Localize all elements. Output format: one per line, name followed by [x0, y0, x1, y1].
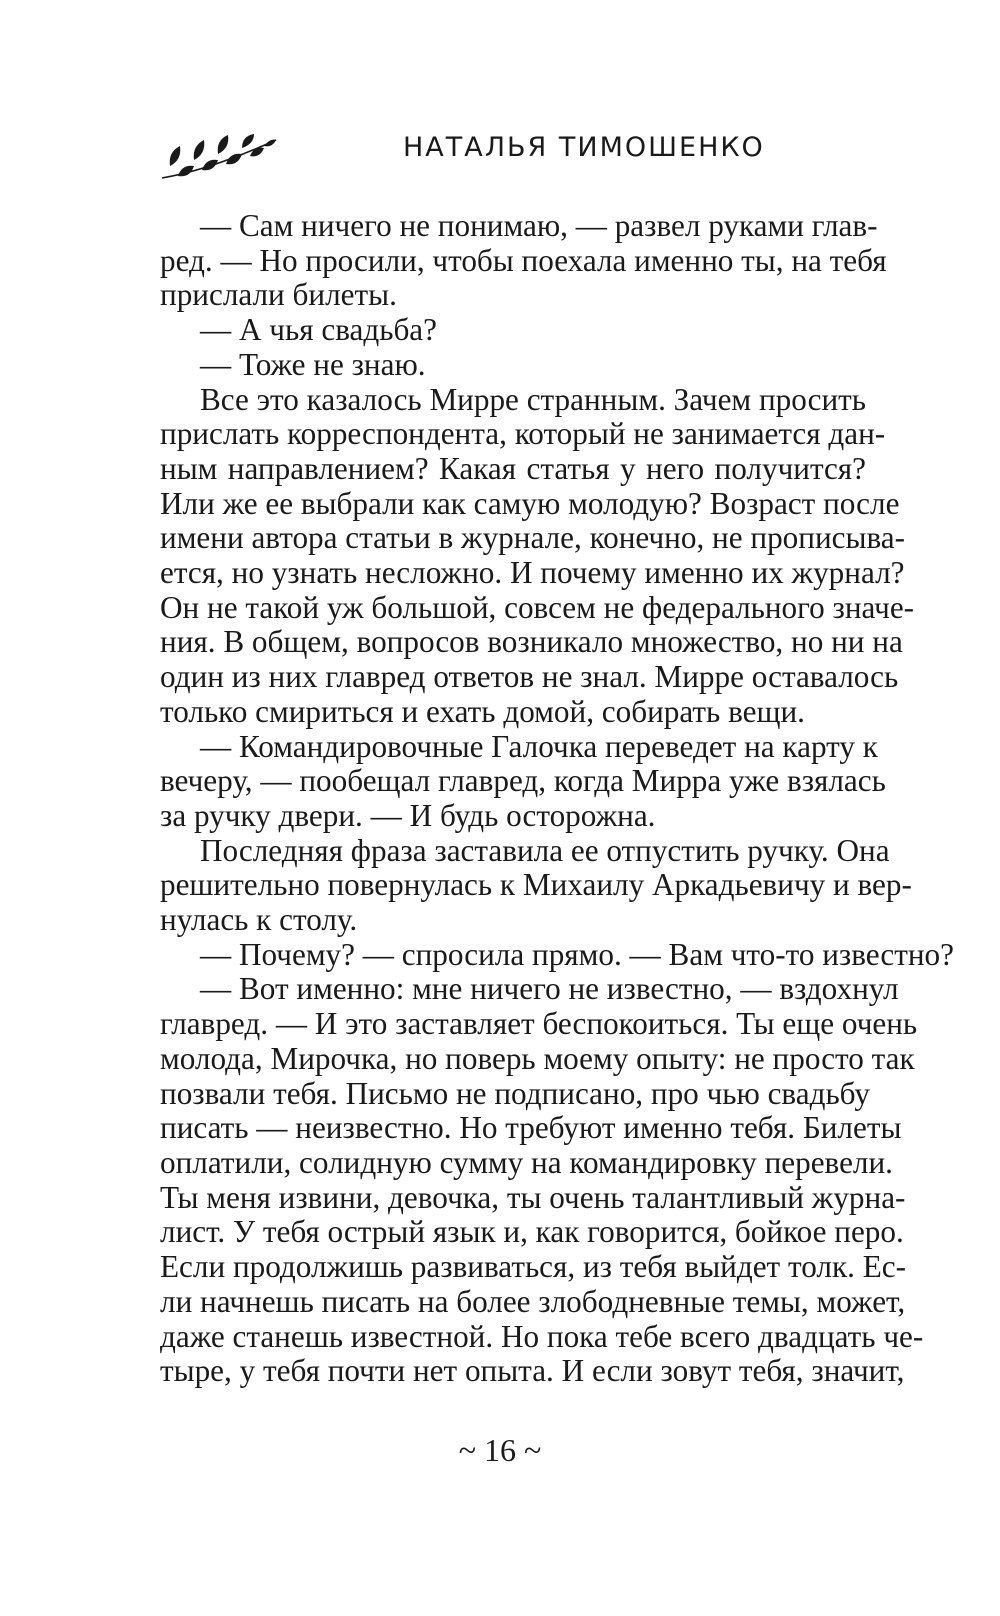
text-line: вечеру, — пообещал главред, когда Мирра уже взялась: [160, 763, 886, 799]
leaf-branch-icon: [160, 134, 278, 182]
text-line: Он не такой уж большой, совсем не федерального значе-: [160, 589, 915, 625]
body-text: [160, 208, 954, 1389]
text-line: Последняя фраза заставила ее отпустить ручку. Она: [200, 832, 890, 868]
text-line: нулась к столу.: [160, 902, 358, 938]
text-line: писать — неизвестно. Но требуют именно тебя. Билеты: [160, 1110, 902, 1146]
text-line: — А чья свадьба?: [200, 312, 437, 348]
running-header: [160, 122, 880, 182]
text-line: Все это казалось Мирре странным. Зачем просить: [200, 381, 866, 417]
text-line: даже станешь известной. Но пока тебе всего двадцать че-: [160, 1318, 924, 1354]
text-line: прислали билеты.: [160, 277, 397, 313]
text-line: Если продолжишь развиваться, из тебя выйдет толк. Ес-: [160, 1249, 906, 1285]
text-line: ным направлением? Какая статья у него получится?: [160, 450, 866, 486]
text-line: тыре, у тебя почти нет опыта. И если зовут тебя, значит,: [160, 1353, 905, 1389]
text-line: лист. У тебя острый язык и, как говорится, бойкое перо.: [160, 1214, 904, 1250]
text-line: молода, Мирочка, но поверь моему опыту: не просто так: [160, 1040, 915, 1076]
text-line: главред. — И это заставляет беспокоиться. Ты еще очень: [160, 1006, 918, 1042]
text-line: Или же ее выбрали как самую молодую? Возраст после: [160, 485, 900, 521]
text-line: — Вот именно: мне ничего не известно, — вздохнул: [200, 971, 899, 1007]
author-name: НАТАЛЬЯ ТИМОШЕНКО: [403, 132, 765, 163]
text-line: — Тоже не знаю.: [200, 346, 426, 382]
text-line: ния. В общем, вопросов возникало множество, но ни на: [160, 624, 903, 660]
text-line: за ручку двери. — И будь осторожна.: [160, 797, 656, 833]
text-line: оплатили, солидную сумму на командировку перевели.: [160, 1144, 893, 1180]
text-line: прислать корреспондента, который не занимается дан-: [160, 416, 886, 452]
text-line: ли начнешь писать на более злободневные темы, может,: [160, 1283, 906, 1319]
text-line: — Командировочные Галочка переведет на карту к: [200, 728, 878, 764]
text-line: Ты меня извини, девочка, ты очень талантливый журна-: [160, 1179, 906, 1215]
text-line: ется, но узнать несложно. И почему именно их журнал?: [160, 555, 905, 591]
text-line: — Почему? — спросила прямо. — Вам что-то известно?: [200, 936, 954, 972]
text-line: ред. — Но просили, чтобы поехала именно ты, на тебя: [160, 242, 887, 278]
text-line: имени автора статьи в журнале, конечно, не прописыва-: [160, 520, 905, 556]
text-line: позвали тебя. Письмо не подписано, про чью свадьбу: [160, 1075, 870, 1111]
text-line: — Сам ничего не понимаю, — развел руками глав-: [200, 208, 878, 243]
page-number: ~ 16 ~: [458, 1432, 542, 1468]
text-line: один из них главред ответов не знал. Мирре оставалось: [160, 659, 899, 695]
text-line: только смириться и ехать домой, собирать вещи.: [160, 693, 805, 729]
text-line: решительно повернулась к Михаилу Аркадьевичу и вер-: [160, 867, 912, 903]
